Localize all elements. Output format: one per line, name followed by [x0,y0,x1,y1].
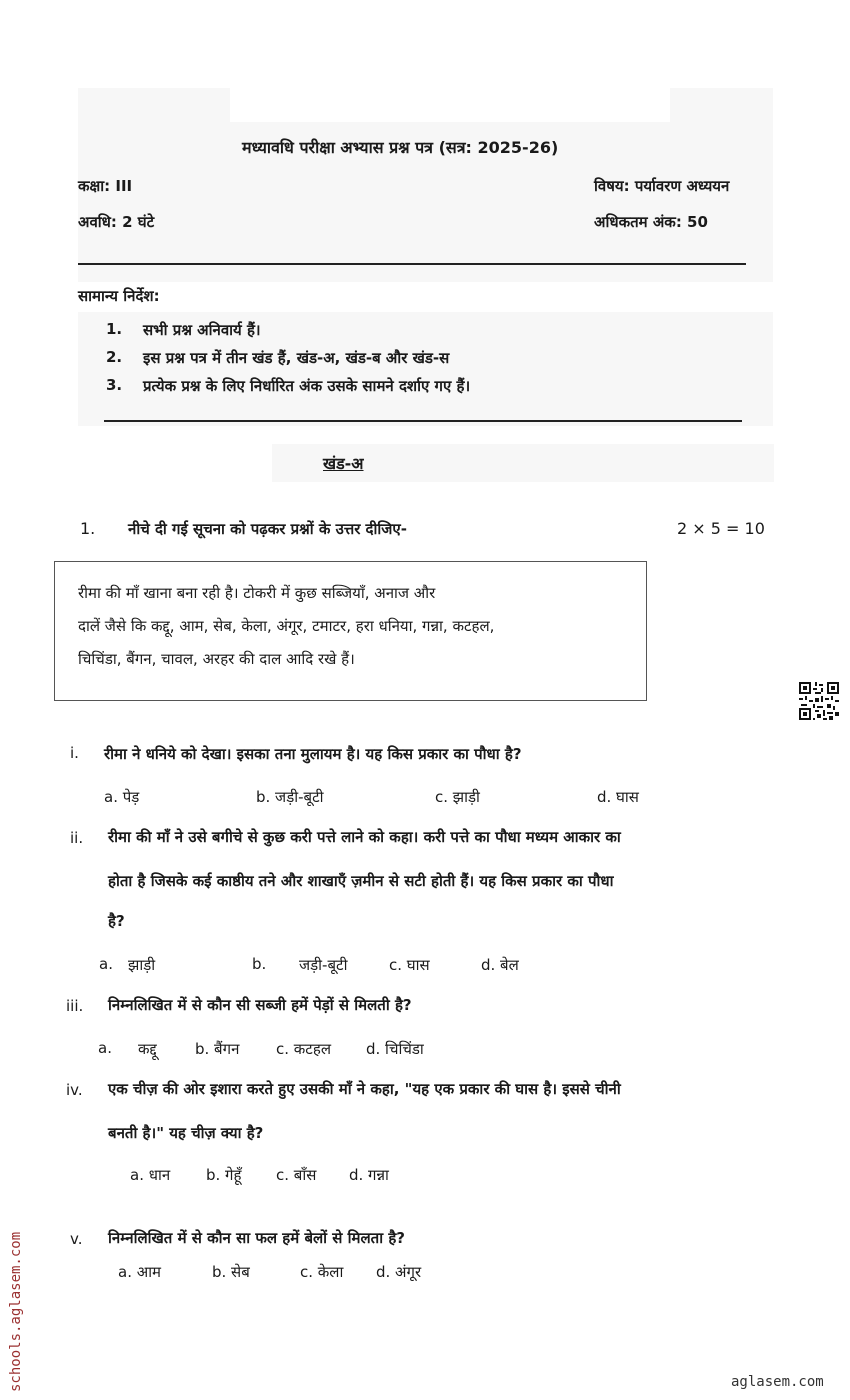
option: a. धान [130,1166,171,1184]
option: c. केला [300,1263,344,1281]
option: c. कटहल [276,1040,331,1058]
option: c. झाड़ी [435,788,480,806]
option: a. [98,1039,112,1057]
subquestion-text: एक चीज़ की ओर इशारा करते हुए उसकी माँ ने कहा, "यह एक प्रकार की घास है। इससे चीनी [108,1080,621,1098]
subquestion-number: iii. [66,997,84,1015]
option: d. चिचिंडा [366,1040,424,1058]
side-watermark: schools.aglasem.com [8,1231,24,1392]
option: a. आम [118,1263,162,1281]
passage-line: रीमा की माँ खाना बना रही है। टोकरी में कुछ सब्जियाँ, अनाज और [78,584,436,602]
bottom-watermark: aglasem.com [731,1374,824,1390]
option: d. घास [597,788,639,806]
instruction-num: 2. [106,348,123,366]
instruction-text: इस प्रश्न पत्र में तीन खंड हैं, खंड-अ, खंड-ब और खंड-स [143,349,450,367]
passage-line: चिचिंडा, बैंगन, चावल, अरहर की दाल आदि रखे हैं। [78,650,355,668]
option: b. गेहूँ [206,1166,242,1184]
option: a. पेड़ [104,788,140,806]
option: a. [99,955,113,973]
duration-label: अवधि: 2 घंटे [78,213,155,231]
subquestion-number: v. [70,1230,83,1248]
instruction-text: सभी प्रश्न अनिवार्य हैं। [143,321,261,339]
subject-label: विषय: पर्यावरण अध्ययन [594,177,730,195]
subquestion-text: निम्नलिखित में से कौन सा फल हमें बेलों से मिलता है? [108,1229,405,1247]
subquestion-text: बनती है।" यह चीज़ क्या है? [108,1124,264,1142]
instruction-text: प्रत्येक प्रश्न के लिए निर्धारित अंक उसके सामने दर्शाए गए हैं। [143,377,471,395]
scan-shade [78,88,230,122]
paper-title: मध्यावधि परीक्षा अभ्यास प्रश्न पत्र (सत्र: 2025-26) [242,138,559,157]
instruction-num: 3. [106,376,123,394]
question-text: नीचे दी गई सूचना को पढ़कर प्रश्नों के उत्तर दीजिए- [128,520,407,538]
option: जड़ी-बूटी [299,956,348,974]
option: c. बाँस [276,1166,317,1184]
subquestion-text: रीमा की माँ ने उसे बगीचे से कुछ करी पत्ते लाने को कहा। करी पत्ते का पौधा मध्यम आकार का [108,828,621,846]
option: b. बैंगन [195,1040,240,1058]
header-divider [78,263,746,265]
option: c. घास [389,956,430,974]
passage-box [54,561,647,701]
subquestion-number: ii. [70,829,84,847]
qr-code-icon [799,682,839,720]
option: b. जड़ी-बूटी [256,788,324,806]
option: d. गन्ना [349,1166,389,1184]
option: कद्दू [138,1040,157,1058]
subquestion-number: iv. [66,1081,83,1099]
subquestion-text: है? [108,912,125,930]
option: b. सेब [212,1263,250,1281]
max-marks-label: अधिकतम अंक: 50 [594,213,708,231]
instruction-num: 1. [106,320,123,338]
option: d. बेल [481,956,519,974]
question-number: 1. [80,519,96,538]
question-marks: 2 × 5 = 10 [677,519,765,538]
class-label: कक्षा: III [78,177,133,195]
subquestion-number: i. [70,744,79,762]
option: झाड़ी [128,956,156,974]
option: d. अंगूर [376,1263,422,1281]
option: b. [252,955,267,973]
subquestion-text: निम्नलिखित में से कौन सी सब्जी हमें पेड़ों से मिलती है? [108,996,412,1014]
subquestion-text: रीमा ने धनिये को देखा। इसका तना मुलायम है। यह किस प्रकार का पौधा है? [104,745,522,763]
instructions-heading: सामान्य निर्देश: [78,287,160,305]
instructions-divider [104,420,742,422]
section-title: खंड-अ [323,454,364,473]
subquestion-text: होता है जिसके कई काष्ठीय तने और शाखाएँ ज़मीन से सटी होती हैं। यह किस प्रकार का पौधा [108,872,614,890]
scan-shade [670,88,773,122]
passage-line: दालें जैसे कि कद्दू, आम, सेब, केला, अंगूर, टमाटर, हरा धनिया, गन्ना, कटहल, [78,617,495,635]
